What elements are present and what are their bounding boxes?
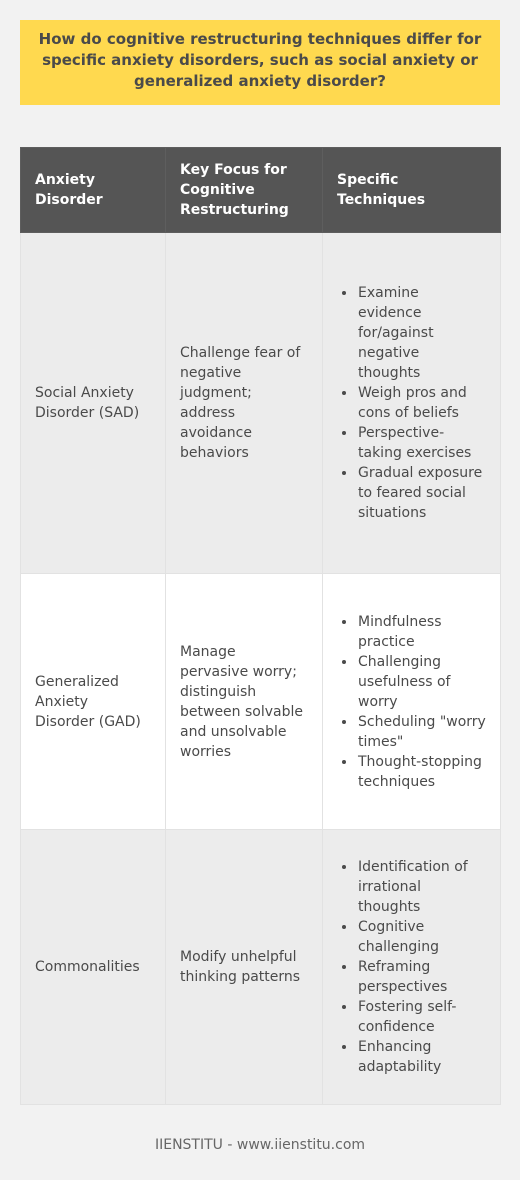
technique-item: • Gradual exposure to feared social situations <box>357 463 486 523</box>
focus-cell: Manage pervasive worry; distinguish between solvable and unsolvable worries <box>166 574 323 830</box>
technique-item: • Identification of irrational thoughts <box>357 857 486 917</box>
techniques-cell <box>323 830 501 1105</box>
technique-item: • Enhancing adaptability <box>357 1037 486 1077</box>
technique-item: • Cognitive challenging <box>357 917 486 957</box>
technique-item: • Perspective-taking exercises <box>357 423 486 463</box>
table-row <box>21 233 501 574</box>
technique-item: • Challenging usefulness of worry <box>357 652 486 712</box>
header-key-focus: Key Focus for Cognitive Restructuring <box>166 148 323 233</box>
technique-item: • Reframing perspectives <box>357 957 486 997</box>
technique-item: • Fostering self-confidence <box>357 997 486 1037</box>
comparison-table <box>20 147 501 1105</box>
table-row <box>21 830 501 1105</box>
techniques-cell <box>323 574 501 830</box>
disorder-cell: Generalized Anxiety Disorder (GAD) <box>21 574 166 830</box>
technique-item: • Thought-stopping techniques <box>357 752 486 792</box>
technique-item: • Weigh pros and cons of beliefs <box>357 383 486 423</box>
technique-item: • Scheduling "worry times" <box>357 712 486 752</box>
focus-cell: Challenge fear of negative judgment; address avoidance behaviors <box>166 233 323 574</box>
techniques-list <box>337 857 486 1077</box>
question-banner: How do cognitive restructuring techniques differ for specific anxiety disorders, such as social anxiety or generalized anxiety disorder? <box>20 20 500 105</box>
techniques-list <box>337 283 486 523</box>
table-header-row <box>21 148 501 233</box>
footer-credit: IIENSTITU - www.iienstitu.com <box>154 1137 366 1153</box>
disorder-cell: Social Anxiety Disorder (SAD) <box>21 233 166 574</box>
focus-cell: Modify unhelpful thinking patterns <box>166 830 323 1105</box>
header-anxiety-disorder: Anxiety Disorder <box>21 148 166 233</box>
techniques-cell <box>323 233 501 574</box>
techniques-list <box>337 612 486 792</box>
technique-item: • Mindfulness practice <box>357 612 486 652</box>
disorder-cell: Commonalities <box>21 830 166 1105</box>
technique-item: • Examine evidence for/against negative thoughts <box>357 283 486 383</box>
header-specific-techniques: Specific Techniques <box>323 148 501 233</box>
table-row <box>21 574 501 830</box>
